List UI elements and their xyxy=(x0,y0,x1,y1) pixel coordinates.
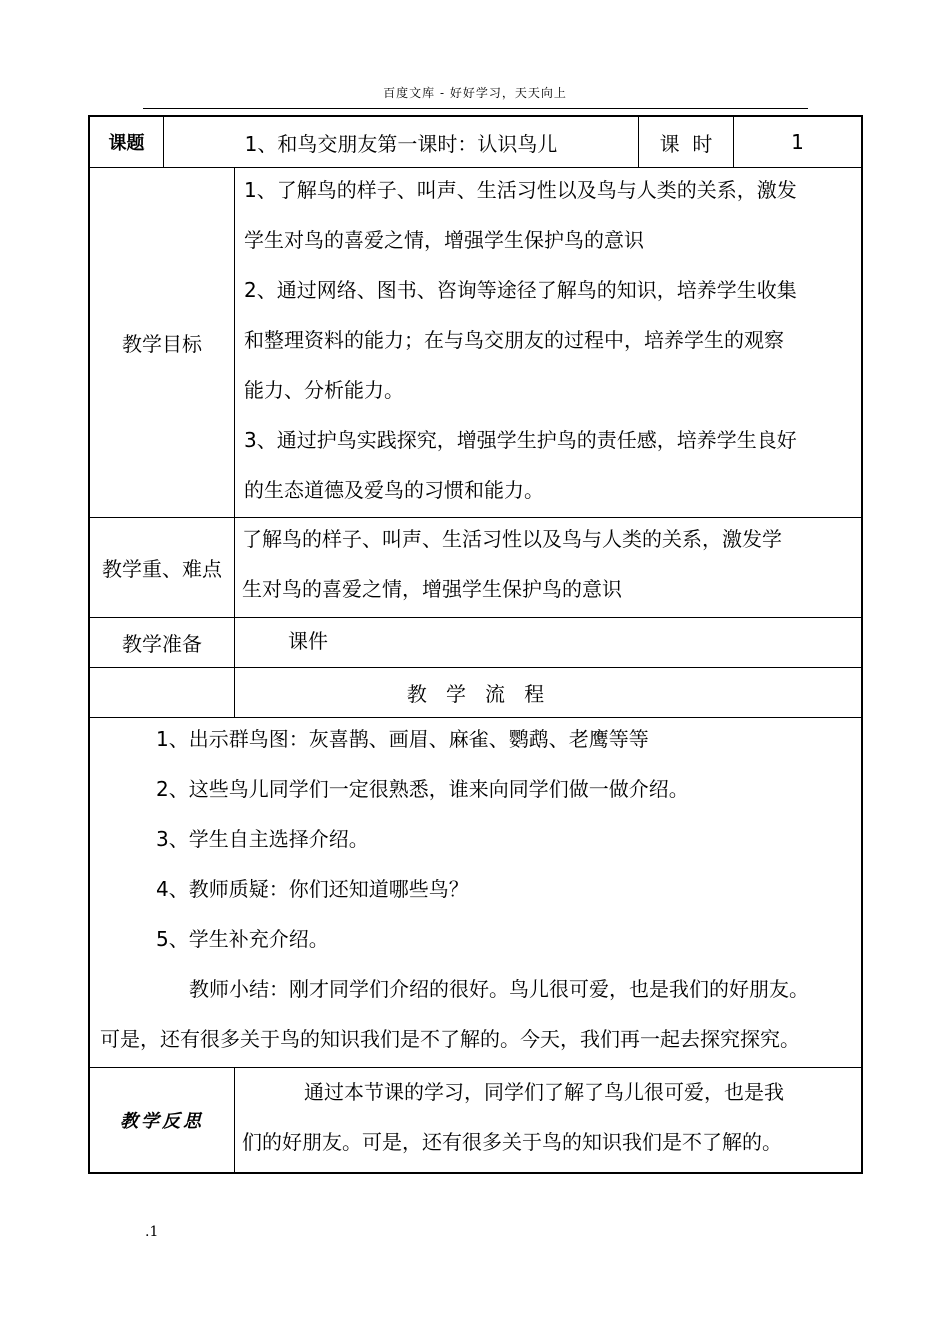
goal-line: 学生对鸟的喜爱之情，增强学生保护鸟的意识 xyxy=(244,228,644,252)
goals-content xyxy=(244,165,859,515)
process-line: 1、出示群鸟图：灰喜鹊、画眉、麻雀、鹦鹉、老鹰等等 xyxy=(156,727,649,751)
goal-line: 和整理资料的能力；在与鸟交朋友的过程中，培养学生的观察 xyxy=(244,328,784,352)
key-point-line: 了解鸟的样子、叫声、生活习性以及鸟与人类的关系，激发学 xyxy=(242,527,782,551)
title-label: 课题 xyxy=(108,133,145,154)
period-value: 1 xyxy=(791,130,804,154)
process-content xyxy=(90,714,861,1064)
reflection-label: 教学反思 xyxy=(120,1111,204,1132)
period-label: 课 时 xyxy=(659,131,713,156)
col-divider-left xyxy=(234,167,235,717)
goal-line: 1、了解鸟的样子、叫声、生活习性以及鸟与人类的关系，激发 xyxy=(244,178,797,202)
goal-line: 的生态道德及爱鸟的习惯和能力。 xyxy=(244,478,544,502)
page-number: .1 xyxy=(145,1224,159,1240)
process-line: 2、这些鸟儿同学们一定很熟悉，谁来向同学们做一做介绍。 xyxy=(156,777,689,801)
goal-line: 能力、分析能力。 xyxy=(244,378,404,402)
reflection-line: 们的好朋友。可是，还有很多关于鸟的知识我们是不了解的。 xyxy=(242,1130,782,1154)
reflection-line: 通过本节课的学习，同学们了解了鸟儿很可爱，也是我 xyxy=(304,1080,784,1104)
process-title: 教 学 流 程 xyxy=(406,682,545,706)
lesson-title: 1、和鸟交朋友第一课时：认识鸟儿 xyxy=(244,131,558,156)
prep-label: 教学准备 xyxy=(122,632,202,656)
key-point-line: 生对鸟的喜爱之情，增强学生保护鸟的意识 xyxy=(242,577,622,601)
key-points-content xyxy=(242,514,859,614)
lesson-plan-table xyxy=(88,115,863,1174)
document-header: 百度文库 - 好好学习，天天向上 xyxy=(383,86,567,100)
process-line: 4、教师质疑：你们还知道哪些鸟？ xyxy=(156,877,469,901)
reflection-content xyxy=(242,1067,859,1171)
goals-label: 教学目标 xyxy=(122,332,202,356)
process-line: 3、学生自主选择介绍。 xyxy=(156,827,369,851)
process-line: 5、学生补充介绍。 xyxy=(156,927,329,951)
process-summary-line: 教师小结：刚才同学们介绍的很好。鸟儿很可爱，也是我们的好朋友。 xyxy=(189,977,809,1001)
process-summary-line: 可是，还有很多关于鸟的知识我们是不了解的。今天，我们再一起去探究探究。 xyxy=(100,1027,800,1051)
prep-value: 课件 xyxy=(288,629,328,653)
col-divider-reflection xyxy=(234,1067,235,1172)
header-rule xyxy=(143,108,808,109)
goal-line: 2、通过网络、图书、咨询等途径了解鸟的知识，培养学生收集 xyxy=(244,278,797,302)
goal-line: 3、通过护鸟实践探究，增强学生护鸟的责任感，培养学生良好 xyxy=(244,428,797,452)
key-points-label: 教学重、难点 xyxy=(102,557,222,581)
